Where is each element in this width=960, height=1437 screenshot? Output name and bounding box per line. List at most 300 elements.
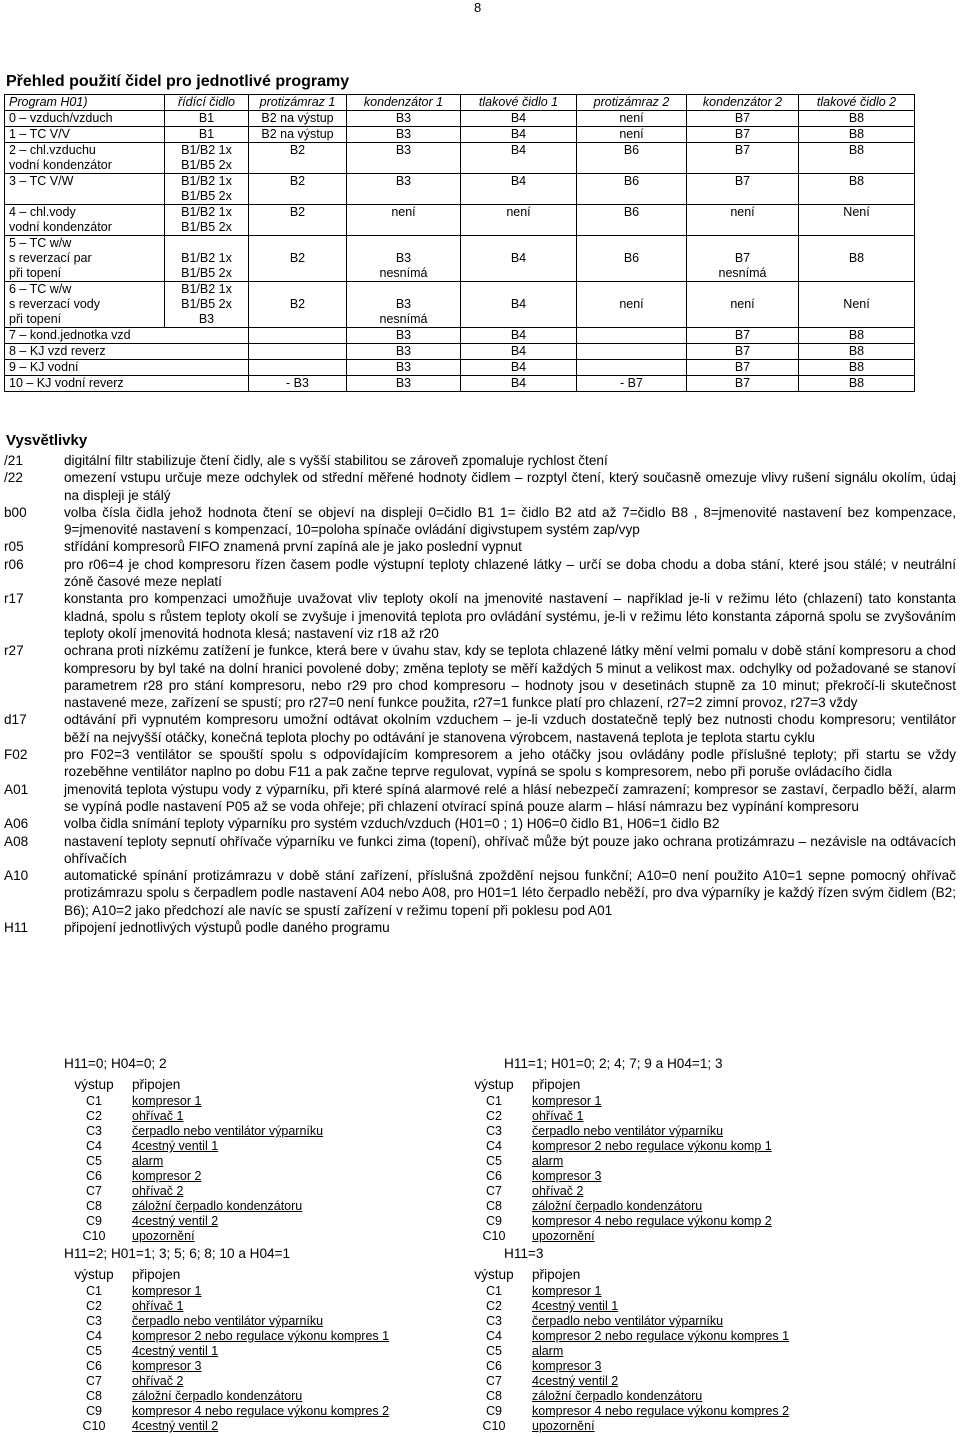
output-code: C2: [486, 1299, 502, 1313]
table-cell: B7: [687, 174, 799, 205]
output-code: C9: [86, 1404, 102, 1418]
output-device: kompresor 1: [532, 1094, 602, 1108]
table-cell: B8: [799, 344, 915, 360]
output-device: kompresor 1: [132, 1284, 202, 1298]
cell-line: B1/B2 1x: [181, 174, 232, 188]
cell-line: B1/B2 1x: [181, 205, 232, 219]
output-device: kompresor 2: [132, 1169, 202, 1183]
output-table: [64, 1076, 323, 1244]
output-row: [464, 1314, 789, 1329]
output-device: alarm: [132, 1154, 164, 1168]
output-code: C5: [486, 1154, 502, 1168]
output-row: [64, 1184, 323, 1199]
output-table: [64, 1266, 389, 1434]
output-table-header: [64, 1076, 323, 1094]
table-cell: B4: [461, 111, 577, 127]
table-cell: - B7: [577, 376, 687, 392]
table-cell: B4: [461, 344, 577, 360]
output-row: [464, 1154, 772, 1169]
definition-text: automatické spínání protizámrazu v době stání zařízení, příslušná zpoždění nejsou funkční; A10=0 není použito A10=1 sepne pomocný ohřívač protizámrazu spolu s čerpadlem podle nastavení A04 nebo A08, pro H01=1 léto čerpadlo neběží, pro dva výparníky je každý řízen svým čidlem (B2; B6); A10=2 jako předchozí ale navíc se spustí zařízení v režimu topení při poklesu pod A01: [64, 868, 956, 918]
output-device: kompresor 4 nebo regulace výkonu kompres 2: [132, 1404, 390, 1418]
output-code: C9: [486, 1214, 502, 1228]
cell-line: B1/B5 2x: [181, 158, 232, 172]
definition-item: [4, 642, 956, 711]
output-code: C6: [486, 1169, 502, 1183]
output-code: C10: [482, 1229, 506, 1243]
output-code: C5: [86, 1344, 102, 1358]
output-header-cell: připojen: [132, 1077, 181, 1092]
table-row: [5, 127, 915, 143]
output-device: 4cestný ventil 1: [132, 1344, 219, 1358]
output-code: C7: [486, 1374, 502, 1388]
output-device: čerpadlo nebo ventilátor výparníku: [132, 1124, 324, 1138]
output-table-header: [64, 1266, 389, 1284]
table-cell: B3: [347, 174, 461, 205]
table-cell: není: [577, 111, 687, 127]
table-cell: [249, 360, 347, 376]
table-header-cell: protizámraz 2: [577, 95, 687, 111]
table-cell: [577, 344, 687, 360]
table-cell: B3: [347, 127, 461, 143]
table-cell: [347, 282, 461, 328]
table-cell: [165, 143, 249, 174]
program-title: H11=3: [504, 1246, 544, 1261]
output-row: [464, 1199, 772, 1214]
output-row: [464, 1184, 772, 1199]
output-row: [464, 1214, 772, 1229]
table-cell: [165, 205, 249, 236]
table-cell: B8: [799, 143, 915, 174]
output-row: [464, 1374, 789, 1389]
table-cell: B8: [799, 360, 915, 376]
table-cell: B7: [687, 344, 799, 360]
output-row: [464, 1404, 789, 1419]
output-code: C7: [486, 1184, 502, 1198]
table-cell: B8: [799, 376, 915, 392]
table-row: [5, 344, 915, 360]
table-cell: B8: [799, 174, 915, 205]
output-table: [464, 1266, 789, 1434]
table-cell: B6: [577, 174, 687, 205]
output-code: C6: [86, 1169, 102, 1183]
definition-item: [4, 452, 956, 469]
output-code: C7: [86, 1184, 102, 1198]
sensor-usage-table: [4, 94, 915, 392]
output-device: ohřívač 1: [132, 1299, 184, 1313]
page-title: Přehled použití čidel pro jednotlivé programy: [6, 73, 350, 90]
table-row: [5, 328, 915, 344]
table-cell: B7: [687, 111, 799, 127]
table-cell: B4: [461, 282, 577, 328]
definition-item: [4, 815, 956, 832]
table-cell: B8: [799, 127, 915, 143]
output-device: 4cestný ventil 1: [132, 1139, 219, 1153]
table-cell: B6: [577, 143, 687, 174]
output-code: C8: [486, 1389, 502, 1403]
cell-line: nesnímá: [379, 312, 428, 326]
definition-item: [4, 919, 956, 936]
output-code: C6: [486, 1359, 502, 1373]
table-cell: B7: [687, 143, 799, 174]
table-header-cell: Program H01): [5, 95, 165, 111]
output-device: 4cestný ventil 1: [532, 1299, 619, 1313]
table-cell: B3: [347, 360, 461, 376]
output-code: C4: [86, 1329, 102, 1343]
table-cell: B7: [687, 376, 799, 392]
output-row: [64, 1284, 389, 1299]
output-device: kompresor 1: [532, 1284, 602, 1298]
output-row: [64, 1154, 323, 1169]
program-title: H11=1; H01=0; 2; 4; 7; 9 a H04=1; 3: [504, 1056, 723, 1071]
definition-text: ochrana proti nízkému zatížení je funkce, která bere v úvahu stav, kdy se teplota chlazené látky mění velmi pomalu v době stání kompresoru a chod kompresoru by byl také na dolní hranici povolené doby; změna teploty se měří každých 5 minut a velikost max. odchylky od požadované se stanoví parametrem r28 pro stání kompresoru, nebo r29 pro chod kompresoru – hodnoty jsou v desetinách stupně za 10 minut; překročí-li skutečnost nastavené meze, zařízení se spustí; pro r27=0 není funkce použita, r27=1 funkce platí pro chlazení, r27=2 zimní provoz, r27=3 vždy: [64, 643, 956, 711]
cell-line: B1/B5 2x: [181, 220, 232, 234]
output-row: [64, 1374, 389, 1389]
output-row: [464, 1139, 772, 1154]
table-row: [5, 143, 915, 174]
output-device: ohřívač 2: [132, 1374, 184, 1388]
table-cell: 10 – KJ vodní reverz: [5, 376, 249, 392]
table-header-cell: kondenzátor 1: [347, 95, 461, 111]
cell-line: B3: [198, 312, 215, 326]
output-code: C4: [486, 1329, 502, 1343]
output-device: ohřívač 1: [132, 1109, 184, 1123]
output-row: [464, 1124, 772, 1139]
output-device: záložní čerpadlo kondenzátoru: [532, 1199, 703, 1213]
output-code: C3: [486, 1314, 502, 1328]
table-row: [5, 376, 915, 392]
table-cell: B2 na výstup: [249, 111, 347, 127]
output-code: C9: [86, 1214, 102, 1228]
output-code: C3: [86, 1124, 102, 1138]
definition-text: konstanta pro kompenzaci umožňuje uvažovat vliv teploty okolí na jmenovité nastavení – například je-li v režimu léto (chlazení) tato konstanta kladná, spolu s růstem teploty okolí se zvyšuje i jmenovitá teplota pro ovládání systému, je-li v režimu léto konstanta záporná spolu se zvyšováním teploty okolí jmenovitá hodnota klesá; nastavení viz r18 až r20: [64, 591, 956, 641]
definition-item: [4, 711, 956, 746]
table-cell: [347, 236, 461, 282]
table-cell: [5, 282, 165, 328]
output-header-cell: výstup: [474, 1267, 514, 1282]
table-header-cell: řídící čidlo: [165, 95, 249, 111]
definition-code: r05: [4, 539, 24, 555]
definition-code: r17: [4, 591, 24, 607]
output-row: [64, 1214, 323, 1229]
output-code: C1: [86, 1094, 102, 1108]
table-cell: B7: [687, 360, 799, 376]
definition-code: /21: [4, 453, 23, 468]
table-cell: 7 – kond.jednotka vzd: [5, 328, 249, 344]
table-cell: B2: [249, 205, 347, 236]
table-cell: Není: [799, 205, 915, 236]
output-device: kompresor 1: [132, 1094, 202, 1108]
output-row: [464, 1419, 789, 1434]
table-cell: B2: [249, 282, 347, 328]
output-code: C10: [82, 1419, 106, 1433]
cell-line: B3: [395, 297, 412, 311]
table-cell: [249, 328, 347, 344]
output-row: [64, 1199, 323, 1214]
output-table-header: [464, 1266, 789, 1284]
definition-code: r27: [4, 643, 24, 659]
output-device: čerpadlo nebo ventilátor výparníku: [532, 1314, 724, 1328]
output-row: [64, 1094, 323, 1109]
table-row: [5, 205, 915, 236]
table-header-cell: protizámraz 1: [249, 95, 347, 111]
output-code: C9: [486, 1404, 502, 1418]
output-row: [64, 1404, 389, 1419]
output-device: kompresor 4 nebo regulace výkonu komp 2: [532, 1214, 772, 1228]
definition-text: pro F02=3 ventilátor se spouští spolu s odpovídajícím kompresorem a jeho otáčky jsou ovládány podle příslušné teploty; při startu se vždy rozeběhne ventilátor naplno po dobu F11 a pak začne teprve regulovat, vypíná se spolu s kompresorem, nebo při poruše ovládacího čidla: [64, 747, 956, 780]
output-header-cell: výstup: [74, 1267, 114, 1282]
definition-code: A01: [4, 781, 29, 797]
table-cell: B1: [165, 127, 249, 143]
table-cell: není: [577, 127, 687, 143]
section-heading: Vysvětlivky: [6, 432, 88, 449]
cell-line: nesnímá: [379, 266, 428, 280]
output-code: C6: [86, 1359, 102, 1373]
definition-item: [4, 556, 956, 591]
output-device: upozornění: [132, 1229, 195, 1243]
cell-line: B1/B5 2x: [181, 266, 232, 280]
output-row: [464, 1109, 772, 1124]
table-cell: 1 – TC V/V: [5, 127, 165, 143]
table-cell: B4: [461, 360, 577, 376]
output-code: C5: [486, 1344, 502, 1358]
table-cell: [5, 205, 165, 236]
output-device: ohřívač 1: [532, 1109, 584, 1123]
table-cell: B7: [687, 328, 799, 344]
definition-text: omezení vstupu určuje meze odchylek od střední měřené hodnoty čidlem – rozptyl čtení, který současně omezuje vlivy rušení signálu okolím, údaj na displeji je stálý: [64, 470, 956, 503]
table-header-row: [5, 95, 915, 111]
definition-text: volba čidla snímání teploty výparníku pro systém vzduch/vzduch (H01=0 ; 1) H06=0 čidlo B1, H06=1 čidlo B2: [64, 816, 720, 832]
definition-text: připojení jednotlivých výstupů podle daného programu: [64, 920, 390, 936]
output-device: kompresor 4 nebo regulace výkonu kompres 2: [532, 1404, 790, 1418]
cell-line: s reverzací par: [9, 251, 92, 265]
table-cell: B3: [347, 376, 461, 392]
output-code: C1: [486, 1094, 502, 1108]
cell-line: nesnímá: [718, 266, 767, 280]
output-device: ohřívač 2: [132, 1184, 184, 1198]
output-code: C1: [486, 1284, 502, 1298]
table-cell: B3: [347, 111, 461, 127]
table-cell: B2: [249, 236, 347, 282]
cell-line: vodní kondenzátor: [9, 220, 112, 234]
definition-code: A08: [4, 833, 29, 849]
table-cell: 9 – KJ vodní: [5, 360, 249, 376]
output-device: alarm: [532, 1154, 564, 1168]
table-cell: B2: [249, 174, 347, 205]
cell-line: B1/B2 1x: [181, 282, 232, 296]
table-cell: 8 – KJ vzd reverz: [5, 344, 249, 360]
output-row: [64, 1169, 323, 1184]
output-row: [64, 1124, 323, 1139]
table-cell: [5, 143, 165, 174]
output-header-cell: připojen: [132, 1267, 181, 1282]
table-cell: [165, 282, 249, 328]
definition-item: [4, 469, 956, 504]
output-device: kompresor 3: [532, 1359, 602, 1373]
cell-line: B7: [734, 251, 751, 265]
program-title: H11=2; H01=1; 3; 5; 6; 8; 10 a H04=1: [64, 1246, 291, 1261]
table-cell: není: [347, 205, 461, 236]
definition-text: odtávání při vypnutém kompresoru umožní odtávat okolním vzduchem – je-li vzduch dostatečně teplý bez nutnosti chodu kompresoru; ventilátor běží na nejvyšší otáčky, konečná teplota plochy po odtávání je stanovena výrobcem, nastavená teplota je teplota startu cyklu: [64, 712, 956, 745]
table-cell: B2 na výstup: [249, 127, 347, 143]
cell-line: B1/B2 1x: [181, 143, 232, 157]
output-device: kompresor 2 nebo regulace výkonu kompres 1: [532, 1329, 790, 1343]
output-row: [464, 1329, 789, 1344]
table-cell: B3: [347, 143, 461, 174]
table-cell: [577, 360, 687, 376]
output-row: [64, 1139, 323, 1154]
table-header-cell: tlakové čidlo 2: [799, 95, 915, 111]
table-cell: není: [687, 205, 799, 236]
table-cell: B2: [249, 143, 347, 174]
cell-line: s reverzací vody: [9, 297, 101, 311]
output-code: C4: [486, 1139, 502, 1153]
output-device: 4cestný ventil 2: [132, 1214, 219, 1228]
table-cell: B4: [461, 376, 577, 392]
table-row: [5, 282, 915, 328]
table-row: [5, 111, 915, 127]
table-cell: [5, 236, 165, 282]
output-device: čerpadlo nebo ventilátor výparníku: [532, 1124, 724, 1138]
output-code: C1: [86, 1284, 102, 1298]
table-cell: [577, 328, 687, 344]
output-header-cell: výstup: [74, 1077, 114, 1092]
output-row: [64, 1229, 323, 1244]
table-cell: B1: [165, 111, 249, 127]
table-cell: B4: [461, 143, 577, 174]
table-cell: B7: [687, 127, 799, 143]
definition-code: /22: [4, 470, 23, 486]
output-code: C4: [86, 1139, 102, 1153]
output-row: [64, 1329, 389, 1344]
output-device: záložní čerpadlo kondenzátoru: [532, 1389, 703, 1403]
definitions-list: [4, 452, 956, 936]
table-cell: 3 – TC V/W: [5, 174, 165, 205]
table-cell: B3: [347, 344, 461, 360]
output-row: [64, 1109, 323, 1124]
cell-line: 4 – chl.vody: [9, 205, 76, 219]
table-cell: B8: [799, 111, 915, 127]
output-code: C2: [86, 1109, 102, 1123]
table-cell: B6: [577, 236, 687, 282]
output-device: kompresor 2 nebo regulace výkonu kompres 1: [132, 1329, 390, 1343]
table-cell: není: [687, 282, 799, 328]
definition-item: [4, 590, 956, 642]
output-device: čerpadlo nebo ventilátor výparníku: [132, 1314, 324, 1328]
output-code: C7: [86, 1374, 102, 1388]
definition-text: nastavení teploty sepnutí ohřívače výparníku ve funkci zima (topení), ohřívač může být pouze jako ochrana protizámrazu – nezávisle na odtávacích ohřívačích: [64, 833, 956, 866]
table-row: [5, 236, 915, 282]
definition-text: digitální filtr stabilizuje čtení čidly, ale s vyšší stabilitou se zároveň zpomaluje rychlost čtení: [64, 453, 608, 468]
output-table: [464, 1076, 772, 1244]
table-cell: B3: [347, 328, 461, 344]
cell-line: B1/B2 1x: [181, 251, 232, 265]
output-row: [464, 1229, 772, 1244]
output-row: [64, 1314, 389, 1329]
output-row: [464, 1094, 772, 1109]
definition-code: A10: [4, 868, 29, 884]
table-cell: [687, 236, 799, 282]
table-cell: [165, 174, 249, 205]
output-row: [64, 1299, 389, 1314]
output-code: C8: [486, 1199, 502, 1213]
definition-code: H11: [4, 920, 28, 936]
definition-item: [4, 504, 956, 539]
output-row: [64, 1344, 389, 1359]
table-cell: není: [461, 205, 577, 236]
output-device: upozornění: [532, 1229, 595, 1243]
table-cell: - B3: [249, 376, 347, 392]
page-number: 8: [474, 0, 482, 15]
output-code: C3: [486, 1124, 502, 1138]
definition-item: [4, 833, 956, 868]
output-device: kompresor 3: [532, 1169, 602, 1183]
program-title: H11=0; H04=0; 2: [64, 1056, 167, 1071]
table-cell: [249, 344, 347, 360]
cell-line: 5 – TC w/w: [9, 236, 72, 250]
cell-line: 2 – chl.vzduchu: [9, 143, 96, 157]
table-cell: B8: [799, 328, 915, 344]
definition-item: [4, 781, 956, 816]
cell-line: B3: [395, 251, 412, 265]
definition-code: d17: [4, 712, 27, 728]
definition-code: r06: [4, 556, 24, 572]
output-row: [464, 1299, 789, 1314]
table-cell: B4: [461, 328, 577, 344]
definition-item: [4, 867, 956, 919]
output-header-cell: připojen: [532, 1077, 581, 1092]
table-cell: 0 – vzduch/vzduch: [5, 111, 165, 127]
output-device: 4cestný ventil 2: [532, 1374, 619, 1388]
output-device: upozornění: [532, 1419, 595, 1433]
output-row: [64, 1419, 389, 1434]
cell-line: při topení: [9, 312, 62, 326]
output-code: C2: [86, 1299, 102, 1313]
cell-line: 6 – TC w/w: [9, 282, 72, 296]
definition-item: [4, 746, 956, 781]
definition-text: volba čísla čidla jehož hodnota čtení se objeví na displeji 0=čidlo B1 1= čidlo B2 atd až 7=čidlo B8 , 8=jmenovité nastavení bez kompenzace, 9=jmenovité nastavení s kompenzací, 10=poloha spínače ovládání digivstupem systém zap/vyp: [64, 504, 956, 538]
output-code: C5: [86, 1154, 102, 1168]
output-code: C10: [82, 1229, 106, 1243]
cell-line: při topení: [9, 266, 62, 280]
table-cell: B4: [461, 174, 577, 205]
definition-code: A06: [4, 816, 29, 832]
output-code: C8: [86, 1389, 102, 1403]
output-row: [464, 1344, 789, 1359]
output-row: [464, 1359, 789, 1374]
output-row: [64, 1359, 389, 1374]
table-row: [5, 360, 915, 376]
output-device: ohřívač 2: [532, 1184, 584, 1198]
table-cell: [165, 236, 249, 282]
cell-line: B1/B5 2x: [181, 189, 232, 203]
output-code: C3: [86, 1314, 102, 1328]
table-header-cell: kondenzátor 2: [687, 95, 799, 111]
output-row: [464, 1284, 789, 1299]
output-code: C8: [86, 1199, 102, 1213]
output-device: záložní čerpadlo kondenzátoru: [132, 1389, 303, 1403]
table-cell: B6: [577, 205, 687, 236]
table-row: [5, 174, 915, 205]
output-header-cell: výstup: [474, 1077, 514, 1092]
definition-item: [4, 538, 956, 555]
output-device: kompresor 3: [132, 1359, 202, 1373]
table-header-cell: tlakové čidlo 1: [461, 95, 577, 111]
table-cell: B4: [461, 127, 577, 143]
table-cell: B4: [461, 236, 577, 282]
table-cell: není: [577, 282, 687, 328]
output-device: kompresor 2 nebo regulace výkonu komp 1: [532, 1139, 772, 1153]
definition-code: F02: [4, 747, 28, 763]
